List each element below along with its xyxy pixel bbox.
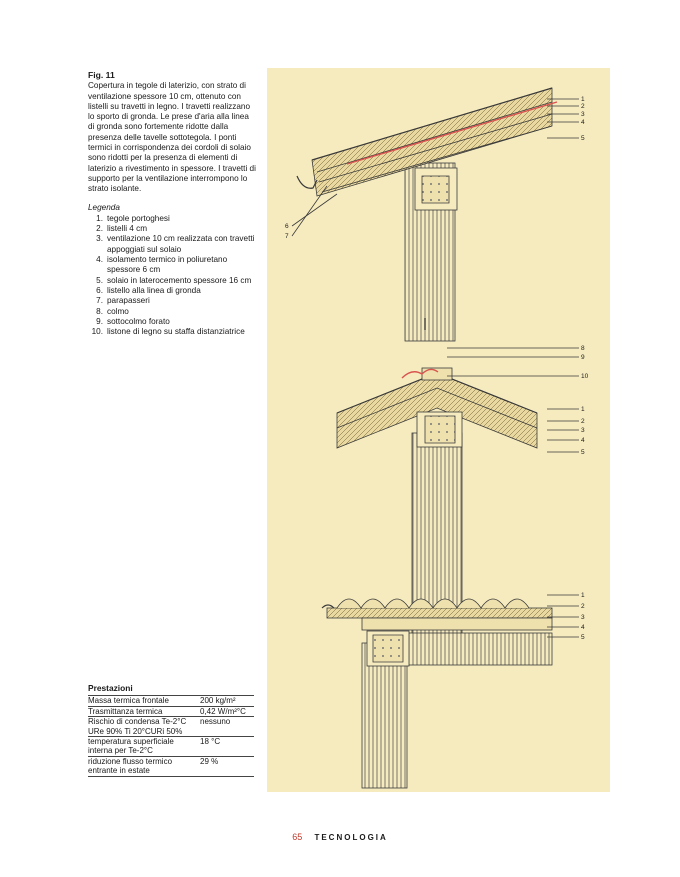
legend-title: Legenda [88, 202, 120, 212]
drawing-label: 3 [581, 111, 585, 118]
drawing-label: 2 [581, 603, 585, 610]
performance-row: temperatura superficiale interna per Te-2°C 18 °C [88, 736, 254, 756]
legend-item: 10. listone di legno su staffa distanziatrice [91, 327, 245, 337]
figure-caption [88, 70, 256, 337]
legend-item: 9. sottocolmo forato [96, 316, 170, 326]
drawing-label: 4 [581, 437, 585, 444]
legend-item: 1. tegole portoghesi [96, 213, 170, 223]
flat-section-drawing [322, 599, 552, 788]
section-name: TECNOLOGIA [314, 833, 388, 842]
figure-title: Fig. 11 [88, 70, 115, 80]
legend-item: 8. colmo [96, 306, 129, 316]
performance-row: riduzione flusso termico entrante in estate 29 % [88, 756, 254, 777]
technical-drawing-panel [267, 68, 610, 792]
drawing-label: 1 [581, 592, 585, 599]
legend-item: 2. listelli 4 cm [96, 224, 148, 234]
drawing-label: 5 [581, 449, 585, 456]
legend-item: 7. parapasseri [96, 296, 150, 306]
page-number: 65 [292, 832, 303, 842]
drawing-label: 1 [581, 406, 585, 413]
drawing-label: 2 [581, 418, 585, 425]
performance-row: Rischio di condensa Te-2°C URe 90% Ti 20°CURi 50% nessuno [88, 716, 254, 736]
drawing-label: 8 [581, 345, 585, 352]
performance-table [88, 684, 254, 777]
legend-item: 4. isolamento termico in poliuretano spessore 6 cm [96, 255, 228, 275]
figure-description: Copertura in tegole di laterizio, con strato di ventilazione spessore 10 cm, ottenuto con listelli su travetti in legno. I travetti realizzano lo sporto di gronda. Le prese d'aria alla linea di gronda sono fortemente ridotte dalla presenza delle tavelle sottotegola. I ponti termici in corrispondenza dei cordoli di solaio sono ridotti per la presenza di elementi di laterizio a rivestimento in spessore. I travetti di supporto per la ventilazione interrompono lo strato isolante. [88, 81, 256, 194]
drawing-label: 6 [285, 223, 289, 230]
drawing-label: 4 [581, 624, 585, 631]
drawing-label: 4 [581, 119, 585, 126]
drawing-label: 1 [581, 96, 585, 103]
legend-item: 6. listello alla linea di gronda [96, 285, 201, 295]
drawing-label: 2 [581, 103, 585, 110]
performance-row: Trasmittanza termica 0,42 W/m²°C [88, 706, 254, 716]
drawing-label: 3 [581, 427, 585, 434]
page-footer [0, 832, 680, 842]
drawing-label: 9 [581, 354, 585, 361]
drawing-label: 7 [285, 233, 289, 240]
drawing-label: 10 [581, 373, 589, 380]
drawing-label: 3 [581, 614, 585, 621]
performance-row: Massa termica frontale 200 kg/m² [88, 695, 254, 705]
legend-item: 5. solaio in laterocemento spessore 16 cm [96, 275, 252, 285]
performance-title: Prestazioni [88, 683, 133, 693]
legend-item: 3. ventilazione 10 cm realizzata con travetti appoggiati sul solaio [96, 234, 255, 254]
drawing-label: 5 [581, 135, 585, 142]
drawing-label: 5 [581, 634, 585, 641]
eave-section-drawing [297, 88, 557, 341]
legend-list [88, 214, 256, 338]
section-drawings [267, 68, 610, 792]
